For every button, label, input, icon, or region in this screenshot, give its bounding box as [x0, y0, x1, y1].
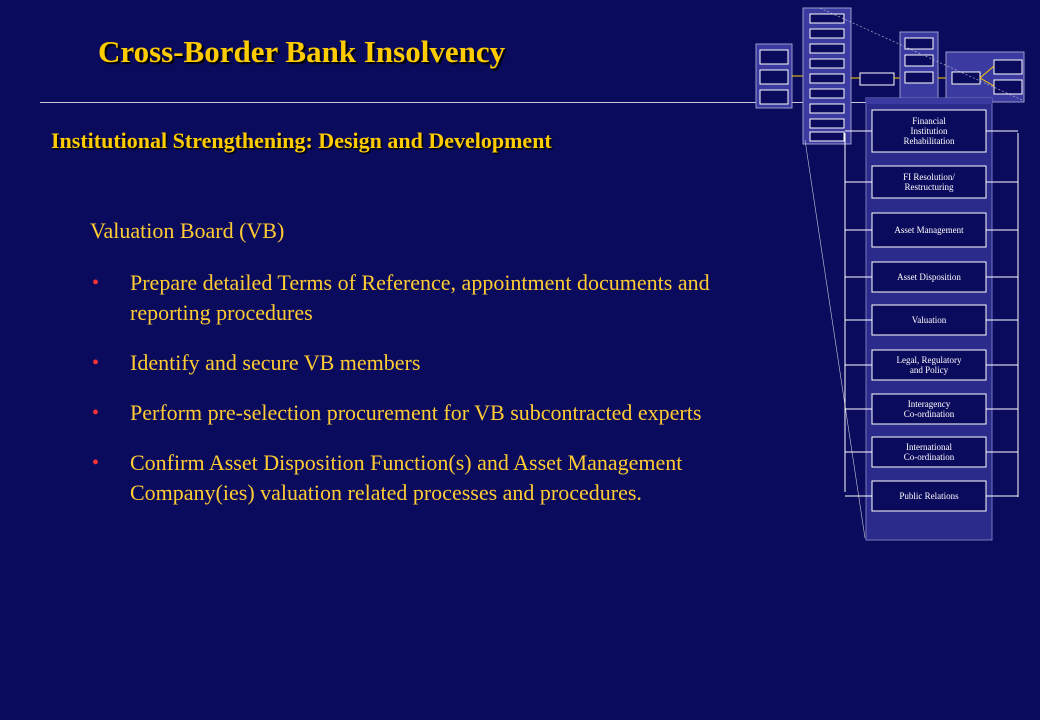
function-label: Legal, Regulatory and Policy [896, 355, 962, 375]
slide-title: Cross-Border Bank Insolvency [98, 34, 506, 69]
function-label: Asset Disposition [897, 272, 961, 282]
function-label: Financial Institution Rehabilitation [903, 116, 955, 146]
function-label: International Co-ordination [903, 442, 955, 462]
bullet-icon: • [92, 402, 100, 424]
function-label: Public Relations [899, 491, 959, 501]
bullet-icon: • [92, 352, 100, 374]
section-heading: Valuation Board (VB) [90, 218, 285, 243]
slide-subtitle: Institutional Strengthening: Design and Development [51, 128, 552, 153]
bullet-text: Identify and secure VB members [130, 350, 421, 375]
bullet-text: Perform pre-selection procurement for VB subcontracted experts [130, 400, 702, 425]
bullet-icon: • [92, 272, 100, 294]
bullet-icon: • [92, 452, 100, 474]
function-label: Asset Management [894, 225, 964, 235]
function-label: FI Resolution/ Restructuring [903, 172, 955, 192]
function-label: Interagency Co-ordination [903, 399, 955, 419]
bullet-text: Prepare detailed Terms of Reference, appointment documents and reporting procedures [130, 270, 710, 325]
bullet-text: Confirm Asset Disposition Function(s) and Asset Management Company(ies) valuation related processes and procedures. [130, 450, 683, 505]
function-label: Valuation [911, 315, 947, 325]
